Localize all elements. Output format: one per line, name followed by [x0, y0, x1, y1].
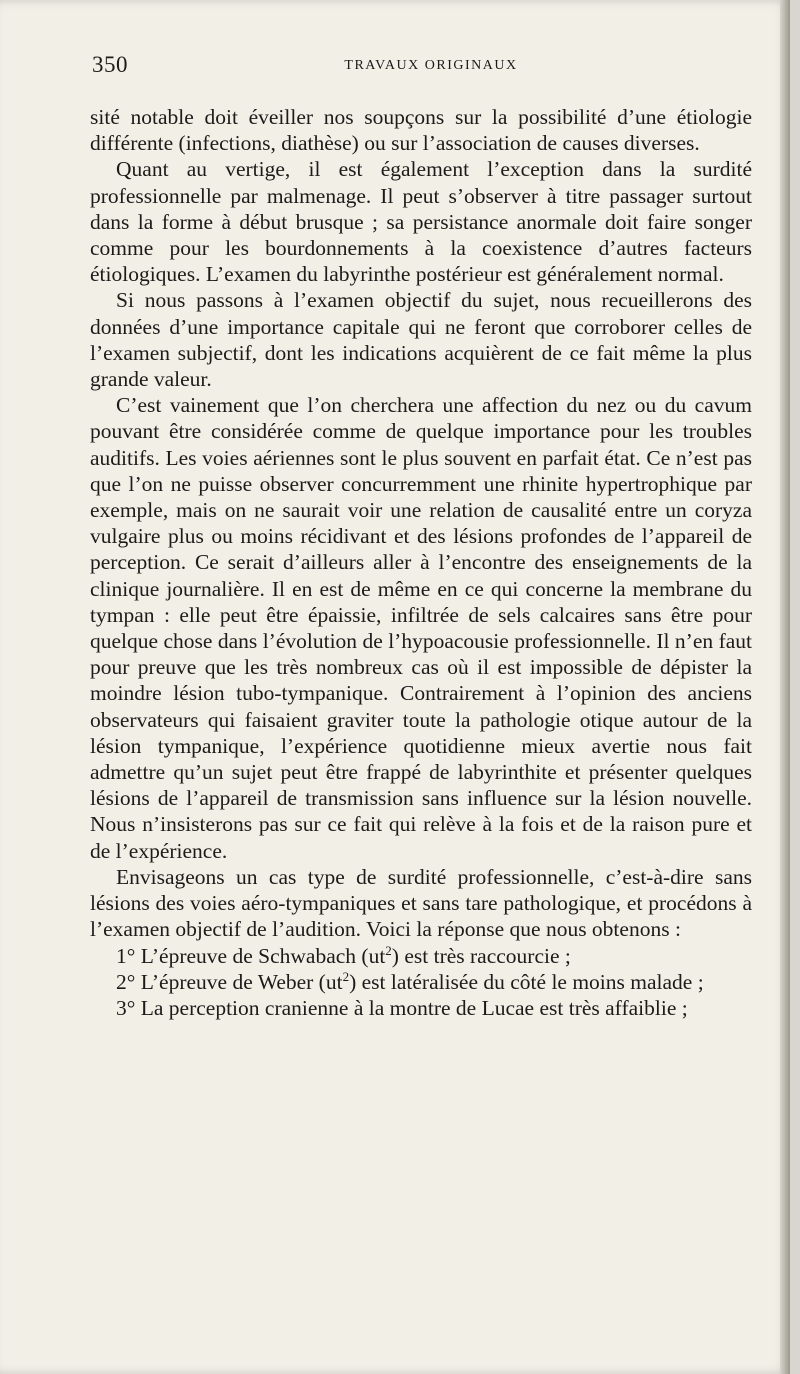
superscript: 2: [385, 942, 392, 958]
list-text-end: ) est très raccourcie ;: [391, 943, 571, 968]
list-item: [90, 995, 752, 1021]
list-text-start: L’épreuve de Schwabach (ut: [140, 943, 386, 968]
list-number: 1°: [116, 943, 136, 968]
superscript: 2: [342, 968, 350, 984]
running-head: TRAVAUX ORIGINAUX: [344, 58, 518, 73]
paragraph: C’est vainement que l’on cherchera une affection du nez ou du cavum pouvant être considérée comme de quelque importance pour les troubles auditifs. Les voies aériennes sont le plus souvent en parfait état. Ce n’est pas que l’on ne puisse observer concurremment une rhinite hypertrophique par exemple, mais on ne saurait voir une relation de causalité entre un coryza vulgaire plus ou moins récidivant et des lésions profondes de l’appareil de perception. Ce serait d’ailleurs aller à l’encontre des enseignements de la clinique journalière. Il en est de même en ce qui concerne la membrane du tympan : elle peut être épaissie, infiltrée de sels calcaires sans être pour quelque chose dans l’évolution de l’hypoacousie professionnelle. Il n’en faut pour preuve que les très nombreux cas où il est impossible de dépister la moindre lésion tubo-tympanique. Contrairement à l’opinion des anciens observateurs qui faisaient graviter toute la pathologie otique autour de la lésion tympanique, l’expérience quotidienne mieux avertie nous fait admettre qu’un sujet peut être frappé de labyrinthite et présenter quelques lésions de l’appareil de transmission sans influence sur la lésion nouvelle. Nous n’insisterons pas sur ce fait qui relève à la fois et de la raison pure et de l’expérience.: [90, 393, 752, 863]
page-header: [92, 52, 752, 92]
paragraph: Quant au vertige, il est également l’exception dans la surdité professionnelle par malmenage. Il peut s’observer à titre passager surtout dans la forme à début brusque ; sa persistance anormale doit faire songer comme pour les bourdonnements à la coexistence d’autres facteurs étiologiques. L’examen du labyrinthe postérieur est généralement normal.: [90, 157, 752, 287]
list-number: 2°: [116, 969, 136, 994]
list-text: La perception cranienne à la montre de Lucae est très affaiblie ;: [140, 995, 688, 1020]
list-text-start: L’épreuve de Weber (ut: [140, 969, 343, 994]
body-text: [90, 104, 752, 1021]
page-edge-shadow: [780, 0, 790, 1374]
list-item: [90, 969, 752, 995]
paragraph: Envisageons un cas type de surdité professionnelle, c’est-à-dire sans lésions des voies aéro-tympaniques et sans tare pathologique, et procédons à l’examen objectif de l’audition. Voici la réponse que nous obtenons :: [90, 864, 752, 942]
paragraph: sité notable doit éveiller nos soupçons sur la possibilité d’une étiologie différente (infections, diathèse) ou sur l’association de causes diverses.: [90, 105, 752, 156]
page-number: 350: [92, 52, 128, 77]
list-item: [90, 943, 752, 969]
list-number: 3°: [116, 995, 136, 1020]
paragraph: Si nous passons à l’examen objectif du sujet, nous recueillerons des données d’une importance capitale qui ne feront que corroborer celles de l’examen subjectif, dont les indications acquièrent de ce fait même la plus grande valeur.: [90, 288, 752, 392]
list-text-end: ) est latéralisée du côté le moins malade ;: [349, 969, 704, 994]
